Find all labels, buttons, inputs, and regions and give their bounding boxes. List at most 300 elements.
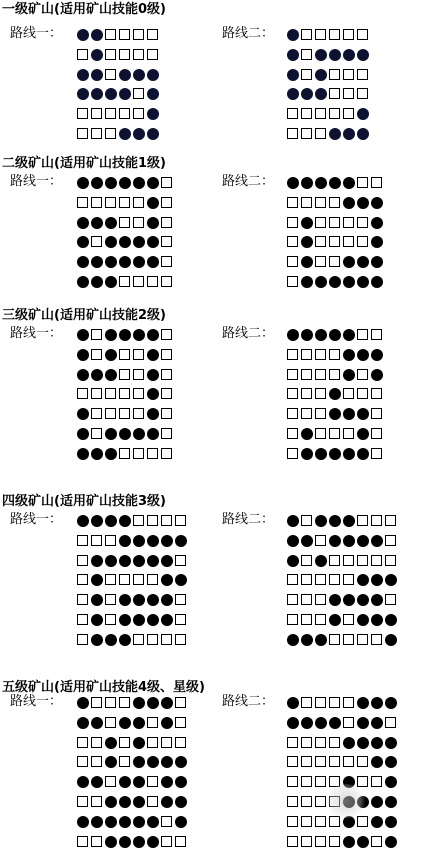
empty-tile-marker bbox=[287, 614, 298, 625]
ore-node-marker bbox=[105, 349, 117, 361]
ore-node-marker bbox=[91, 816, 103, 828]
empty-tile-marker bbox=[301, 197, 312, 208]
ore-node-marker bbox=[287, 49, 299, 61]
empty-tile-marker bbox=[329, 634, 340, 645]
empty-tile-marker bbox=[77, 108, 88, 119]
empty-tile-marker bbox=[133, 408, 144, 419]
ore-node-marker bbox=[133, 428, 145, 440]
ore-node-marker bbox=[147, 128, 159, 140]
empty-tile-marker bbox=[301, 737, 312, 748]
ore-node-marker bbox=[147, 108, 159, 120]
ore-node-marker bbox=[91, 29, 103, 41]
grid-row bbox=[77, 386, 175, 406]
ore-node-marker bbox=[343, 836, 355, 848]
grid-row bbox=[77, 513, 189, 533]
ore-node-marker bbox=[315, 329, 327, 341]
ore-node-marker bbox=[91, 614, 103, 626]
ore-node-marker bbox=[343, 408, 355, 420]
ore-node-marker bbox=[91, 88, 103, 100]
ore-node-marker bbox=[133, 816, 145, 828]
empty-tile-marker bbox=[91, 388, 102, 399]
empty-tile-marker bbox=[315, 29, 326, 40]
ore-node-marker bbox=[301, 428, 313, 440]
ore-node-marker bbox=[147, 555, 159, 567]
ore-node-marker bbox=[147, 217, 159, 229]
grid-row bbox=[77, 814, 189, 834]
ore-node-marker bbox=[119, 614, 131, 626]
empty-tile-marker bbox=[287, 276, 298, 287]
grid-row bbox=[77, 274, 175, 294]
route-label: 路线二： bbox=[222, 26, 275, 41]
ore-node-marker bbox=[161, 614, 173, 626]
ore-node-marker bbox=[175, 796, 187, 808]
empty-tile-marker bbox=[119, 448, 130, 459]
ore-node-marker bbox=[357, 717, 369, 729]
ore-node-marker bbox=[133, 737, 145, 749]
ore-node-marker bbox=[119, 776, 131, 788]
empty-tile-marker bbox=[329, 737, 340, 748]
empty-tile-marker bbox=[133, 217, 144, 228]
empty-tile-marker bbox=[385, 594, 396, 605]
ore-node-marker bbox=[77, 217, 89, 229]
ore-node-marker bbox=[385, 776, 397, 788]
grid-row bbox=[287, 695, 399, 715]
ore-node-marker bbox=[161, 697, 173, 709]
ore-node-marker bbox=[287, 555, 299, 567]
empty-tile-marker bbox=[161, 836, 172, 847]
empty-tile-marker bbox=[119, 217, 130, 228]
empty-tile-marker bbox=[119, 108, 130, 119]
ore-node-marker bbox=[133, 555, 145, 567]
ore-node-marker bbox=[119, 634, 131, 646]
ore-node-marker bbox=[301, 448, 313, 460]
empty-tile-marker bbox=[119, 29, 130, 40]
empty-tile-marker bbox=[301, 816, 312, 827]
grid-row bbox=[287, 533, 399, 553]
empty-tile-marker bbox=[329, 816, 340, 827]
empty-tile-marker bbox=[329, 88, 340, 99]
empty-tile-marker bbox=[175, 737, 186, 748]
empty-tile-marker bbox=[133, 197, 144, 208]
empty-tile-marker bbox=[119, 388, 130, 399]
ore-node-marker bbox=[77, 236, 89, 248]
ore-node-marker bbox=[77, 717, 89, 729]
route-grid bbox=[287, 327, 385, 466]
ore-node-marker bbox=[133, 717, 145, 729]
empty-tile-marker bbox=[91, 329, 102, 340]
empty-tile-marker bbox=[91, 535, 102, 546]
empty-tile-marker bbox=[287, 369, 298, 380]
grid-row bbox=[77, 592, 189, 612]
ore-node-marker bbox=[315, 177, 327, 189]
empty-tile-marker bbox=[357, 555, 368, 566]
ore-node-marker bbox=[105, 756, 117, 768]
empty-tile-marker bbox=[329, 69, 340, 80]
ore-node-marker bbox=[329, 388, 341, 400]
ore-node-marker bbox=[385, 796, 397, 808]
ore-node-marker bbox=[91, 574, 103, 586]
ore-node-marker bbox=[329, 408, 341, 420]
empty-tile-marker bbox=[77, 49, 88, 60]
grid-row bbox=[287, 553, 399, 573]
empty-tile-marker bbox=[315, 217, 326, 228]
empty-tile-marker bbox=[287, 776, 298, 787]
empty-tile-marker bbox=[315, 697, 326, 708]
watermark bbox=[326, 784, 366, 818]
grid-row bbox=[287, 446, 385, 466]
ore-node-marker bbox=[119, 177, 131, 189]
grid-row bbox=[77, 406, 175, 426]
empty-tile-marker bbox=[77, 796, 88, 807]
empty-tile-marker bbox=[105, 697, 116, 708]
empty-tile-marker bbox=[119, 737, 130, 748]
ore-node-marker bbox=[301, 717, 313, 729]
empty-tile-marker bbox=[315, 369, 326, 380]
ore-node-marker bbox=[77, 88, 89, 100]
ore-node-marker bbox=[119, 236, 131, 248]
empty-tile-marker bbox=[91, 428, 102, 439]
ore-node-marker bbox=[371, 197, 383, 209]
grid-row bbox=[77, 754, 189, 774]
ore-node-marker bbox=[357, 197, 369, 209]
ore-node-marker bbox=[329, 515, 341, 527]
empty-tile-marker bbox=[329, 236, 340, 247]
ore-node-marker bbox=[315, 555, 327, 567]
ore-node-marker bbox=[385, 697, 397, 709]
ore-node-marker bbox=[287, 535, 299, 547]
empty-tile-marker bbox=[119, 349, 130, 360]
empty-tile-marker bbox=[343, 574, 354, 585]
ore-node-marker bbox=[133, 329, 145, 341]
empty-tile-marker bbox=[385, 515, 396, 526]
empty-tile-marker bbox=[119, 197, 130, 208]
ore-node-marker bbox=[315, 276, 327, 288]
grid-row bbox=[287, 27, 371, 47]
empty-tile-marker bbox=[343, 29, 354, 40]
empty-tile-marker bbox=[343, 69, 354, 80]
grid-row bbox=[77, 234, 175, 254]
empty-tile-marker bbox=[385, 535, 396, 546]
empty-tile-marker bbox=[119, 276, 130, 287]
ore-node-marker bbox=[133, 697, 145, 709]
ore-node-marker bbox=[161, 756, 173, 768]
ore-node-marker bbox=[287, 177, 299, 189]
grid-row bbox=[287, 367, 385, 387]
ore-node-marker bbox=[357, 256, 369, 268]
ore-node-marker bbox=[77, 69, 89, 81]
grid-row bbox=[287, 106, 371, 126]
empty-tile-marker bbox=[301, 594, 312, 605]
ore-node-marker bbox=[105, 276, 117, 288]
empty-tile-marker bbox=[357, 776, 368, 787]
ore-node-marker bbox=[147, 369, 159, 381]
empty-tile-marker bbox=[91, 349, 102, 360]
empty-tile-marker bbox=[147, 49, 158, 60]
empty-tile-marker bbox=[343, 756, 354, 767]
empty-tile-marker bbox=[371, 634, 382, 645]
grid-row bbox=[77, 715, 189, 735]
ore-node-marker bbox=[371, 796, 383, 808]
empty-tile-marker bbox=[77, 756, 88, 767]
empty-tile-marker bbox=[119, 49, 130, 60]
route-label: 路线二： bbox=[222, 326, 275, 341]
empty-tile-marker bbox=[329, 428, 340, 439]
ore-node-marker bbox=[371, 256, 383, 268]
grid-row bbox=[77, 367, 175, 387]
empty-tile-marker bbox=[105, 69, 116, 80]
grid-row bbox=[287, 572, 399, 592]
empty-tile-marker bbox=[105, 574, 116, 585]
grid-row bbox=[287, 47, 371, 67]
route-label: 路线一： bbox=[10, 512, 63, 527]
empty-tile-marker bbox=[343, 388, 354, 399]
grid-row bbox=[287, 234, 385, 254]
ore-node-marker bbox=[119, 88, 131, 100]
ore-node-marker bbox=[287, 697, 299, 709]
section-title: 五级矿山(适用矿山技能4级、星级) bbox=[2, 680, 205, 695]
ore-node-marker bbox=[385, 756, 397, 768]
empty-tile-marker bbox=[161, 515, 172, 526]
empty-tile-marker bbox=[301, 49, 312, 60]
empty-tile-marker bbox=[77, 574, 88, 585]
grid-row bbox=[287, 126, 371, 146]
empty-tile-marker bbox=[287, 836, 298, 847]
empty-tile-marker bbox=[357, 236, 368, 247]
ore-node-marker bbox=[371, 535, 383, 547]
ore-node-marker bbox=[357, 49, 369, 61]
empty-tile-marker bbox=[301, 69, 312, 80]
empty-tile-marker bbox=[133, 634, 144, 645]
ore-node-marker bbox=[175, 816, 187, 828]
ore-node-marker bbox=[301, 329, 313, 341]
empty-tile-marker bbox=[315, 256, 326, 267]
empty-tile-marker bbox=[147, 737, 158, 748]
ore-node-marker bbox=[357, 276, 369, 288]
empty-tile-marker bbox=[161, 428, 172, 439]
ore-node-marker bbox=[105, 836, 117, 848]
ore-node-marker bbox=[357, 108, 369, 120]
empty-tile-marker bbox=[329, 574, 340, 585]
empty-tile-marker bbox=[315, 614, 326, 625]
empty-tile-marker bbox=[91, 836, 102, 847]
ore-node-marker bbox=[175, 776, 187, 788]
ore-node-marker bbox=[119, 555, 131, 567]
grid-row bbox=[287, 254, 385, 274]
empty-tile-marker bbox=[357, 388, 368, 399]
route-label: 路线二： bbox=[222, 694, 275, 709]
section-title: 一级矿山(适用矿山技能0级) bbox=[2, 2, 166, 17]
ore-node-marker bbox=[91, 217, 103, 229]
empty-tile-marker bbox=[161, 329, 172, 340]
section-title: 四级矿山(适用矿山技能3级) bbox=[2, 494, 166, 509]
grid-row bbox=[287, 426, 385, 446]
ore-node-marker bbox=[147, 388, 159, 400]
route-grid bbox=[77, 175, 175, 294]
empty-tile-marker bbox=[343, 88, 354, 99]
ore-node-marker bbox=[77, 329, 89, 341]
ore-node-marker bbox=[357, 349, 369, 361]
empty-tile-marker bbox=[287, 737, 298, 748]
ore-node-marker bbox=[77, 369, 89, 381]
empty-tile-marker bbox=[371, 836, 382, 847]
empty-tile-marker bbox=[105, 776, 116, 787]
ore-node-marker bbox=[91, 448, 103, 460]
empty-tile-marker bbox=[329, 108, 340, 119]
ore-node-marker bbox=[105, 796, 117, 808]
ore-node-marker bbox=[161, 594, 173, 606]
empty-tile-marker bbox=[371, 555, 382, 566]
ore-node-marker bbox=[385, 574, 397, 586]
ore-node-marker bbox=[147, 256, 159, 268]
ore-node-marker bbox=[91, 717, 103, 729]
empty-tile-marker bbox=[301, 388, 312, 399]
empty-tile-marker bbox=[161, 369, 172, 380]
grid-row bbox=[287, 86, 371, 106]
ore-node-marker bbox=[77, 428, 89, 440]
empty-tile-marker bbox=[175, 594, 186, 605]
grid-row bbox=[287, 632, 399, 652]
empty-tile-marker bbox=[371, 448, 382, 459]
grid-row bbox=[287, 715, 399, 735]
empty-tile-marker bbox=[357, 816, 368, 827]
empty-tile-marker bbox=[329, 756, 340, 767]
ore-node-marker bbox=[147, 428, 159, 440]
ore-node-marker bbox=[371, 737, 383, 749]
empty-tile-marker bbox=[315, 594, 326, 605]
empty-tile-marker bbox=[175, 515, 186, 526]
ore-node-marker bbox=[105, 634, 117, 646]
grid-row bbox=[77, 47, 161, 67]
ore-node-marker bbox=[329, 128, 341, 140]
ore-node-marker bbox=[357, 535, 369, 547]
ore-node-marker bbox=[315, 448, 327, 460]
ore-node-marker bbox=[147, 756, 159, 768]
route-label: 路线一： bbox=[10, 174, 63, 189]
ore-node-marker bbox=[91, 369, 103, 381]
ore-node-marker bbox=[329, 717, 341, 729]
empty-tile-marker bbox=[371, 408, 382, 419]
empty-tile-marker bbox=[301, 515, 312, 526]
empty-tile-marker bbox=[287, 197, 298, 208]
ore-node-marker bbox=[133, 776, 145, 788]
empty-tile-marker bbox=[105, 408, 116, 419]
ore-node-marker bbox=[105, 555, 117, 567]
empty-tile-marker bbox=[357, 29, 368, 40]
empty-tile-marker bbox=[161, 634, 172, 645]
empty-tile-marker bbox=[343, 717, 354, 728]
ore-node-marker bbox=[91, 49, 103, 61]
empty-tile-marker bbox=[301, 369, 312, 380]
grid-row bbox=[77, 632, 189, 652]
ore-node-marker bbox=[119, 836, 131, 848]
grid-row bbox=[287, 327, 385, 347]
ore-node-marker bbox=[371, 276, 383, 288]
empty-tile-marker bbox=[133, 515, 144, 526]
ore-node-marker bbox=[133, 756, 145, 768]
ore-node-marker bbox=[119, 594, 131, 606]
empty-tile-marker bbox=[77, 555, 88, 566]
ore-node-marker bbox=[119, 256, 131, 268]
empty-tile-marker bbox=[91, 108, 102, 119]
empty-tile-marker bbox=[315, 756, 326, 767]
empty-tile-marker bbox=[147, 515, 158, 526]
section-title: 二级矿山(适用矿山技能1级) bbox=[2, 156, 166, 171]
ore-node-marker bbox=[77, 177, 89, 189]
ore-node-marker bbox=[357, 614, 369, 626]
ore-node-marker bbox=[371, 697, 383, 709]
grid-row bbox=[77, 834, 189, 853]
ore-node-marker bbox=[133, 836, 145, 848]
empty-tile-marker bbox=[343, 236, 354, 247]
ore-node-marker bbox=[77, 408, 89, 420]
grid-row bbox=[77, 612, 189, 632]
route-grid bbox=[77, 27, 161, 146]
ore-node-marker bbox=[371, 236, 383, 248]
empty-tile-marker bbox=[315, 776, 326, 787]
ore-node-marker bbox=[357, 408, 369, 420]
grid-row bbox=[77, 215, 175, 235]
empty-tile-marker bbox=[301, 697, 312, 708]
ore-node-marker bbox=[329, 329, 341, 341]
grid-row bbox=[287, 67, 371, 87]
ore-node-marker bbox=[147, 594, 159, 606]
ore-node-marker bbox=[91, 634, 103, 646]
ore-node-marker bbox=[105, 515, 117, 527]
ore-node-marker bbox=[77, 776, 89, 788]
ore-node-marker bbox=[385, 737, 397, 749]
empty-tile-marker bbox=[343, 428, 354, 439]
empty-tile-marker bbox=[175, 614, 186, 625]
ore-node-marker bbox=[301, 276, 313, 288]
ore-node-marker bbox=[357, 737, 369, 749]
ore-node-marker bbox=[357, 574, 369, 586]
empty-tile-marker bbox=[161, 349, 172, 360]
empty-tile-marker bbox=[287, 594, 298, 605]
empty-tile-marker bbox=[287, 408, 298, 419]
ore-node-marker bbox=[385, 614, 397, 626]
ore-node-marker bbox=[343, 197, 355, 209]
ore-node-marker bbox=[301, 256, 313, 268]
route-grid bbox=[287, 175, 385, 294]
ore-node-marker bbox=[315, 88, 327, 100]
ore-node-marker bbox=[329, 177, 341, 189]
empty-tile-marker bbox=[161, 197, 172, 208]
ore-node-marker bbox=[77, 448, 89, 460]
ore-node-marker bbox=[371, 369, 383, 381]
ore-node-marker bbox=[147, 697, 159, 709]
route-label: 路线二： bbox=[222, 174, 275, 189]
ore-node-marker bbox=[161, 555, 173, 567]
empty-tile-marker bbox=[301, 108, 312, 119]
ore-node-marker bbox=[147, 236, 159, 248]
ore-node-marker bbox=[385, 816, 397, 828]
empty-tile-marker bbox=[105, 594, 116, 605]
empty-tile-marker bbox=[315, 349, 326, 360]
empty-tile-marker bbox=[161, 816, 172, 827]
ore-node-marker bbox=[315, 515, 327, 527]
ore-node-marker bbox=[105, 329, 117, 341]
empty-tile-marker bbox=[287, 796, 298, 807]
empty-tile-marker bbox=[147, 634, 158, 645]
grid-row bbox=[287, 195, 385, 215]
ore-node-marker bbox=[77, 276, 89, 288]
empty-tile-marker bbox=[287, 128, 298, 139]
ore-node-marker bbox=[133, 614, 145, 626]
ore-node-marker bbox=[315, 49, 327, 61]
empty-tile-marker bbox=[301, 756, 312, 767]
empty-tile-marker bbox=[357, 634, 368, 645]
ore-node-marker bbox=[161, 796, 173, 808]
